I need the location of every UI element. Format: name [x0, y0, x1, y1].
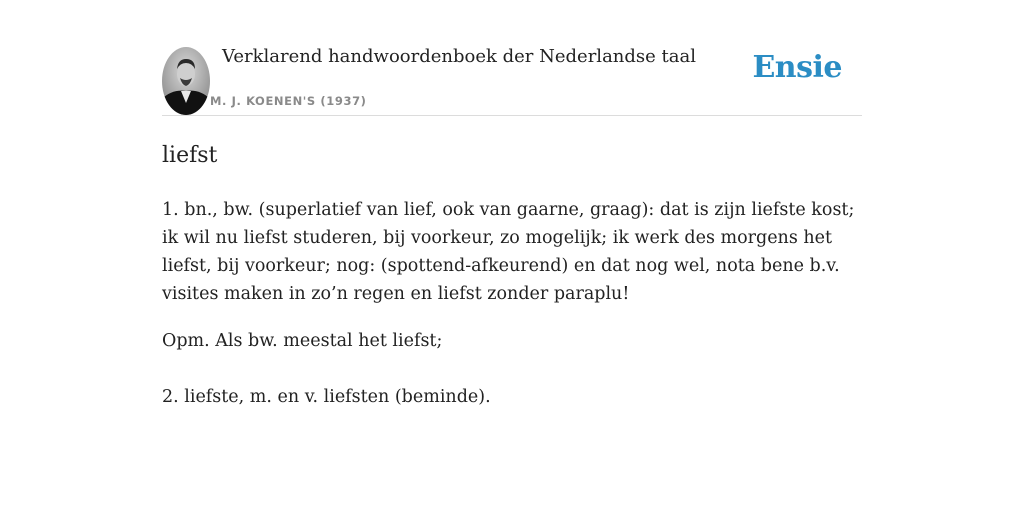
dictionary-header [162, 0, 862, 116]
ensie-logo-link[interactable]: Ensie [752, 50, 842, 85]
definition-2: 2. liefste, m. en v. liefsten (beminde). [162, 387, 491, 407]
definition-note: Opm. Als bw. meestal het liefst; [162, 331, 443, 351]
page-wrapper [162, 0, 862, 411]
dictionary-title: Verklarend handwoordenboek der Nederlandse taal [222, 46, 696, 67]
definition-1: 1. bn., bw. (superlatief van lief, ook van gaarne, graag): dat is zijn liefste kost; ik wil nu liefst studeren, bij voorkeur, zo mogelijk; ik werk des morgens het liefst, bij voorkeur; nog: (spottend-afkeurend) en dat nog wel, nota bene b.v. visites maken in zo’n regen en liefst zonder paraplu! [162, 200, 855, 304]
author-portrait-icon [162, 47, 210, 115]
entry-content [162, 142, 862, 411]
dictionary-subtitle: M. J. KOENEN'S (1937) [210, 94, 367, 108]
entry-headword: liefst [162, 143, 218, 168]
